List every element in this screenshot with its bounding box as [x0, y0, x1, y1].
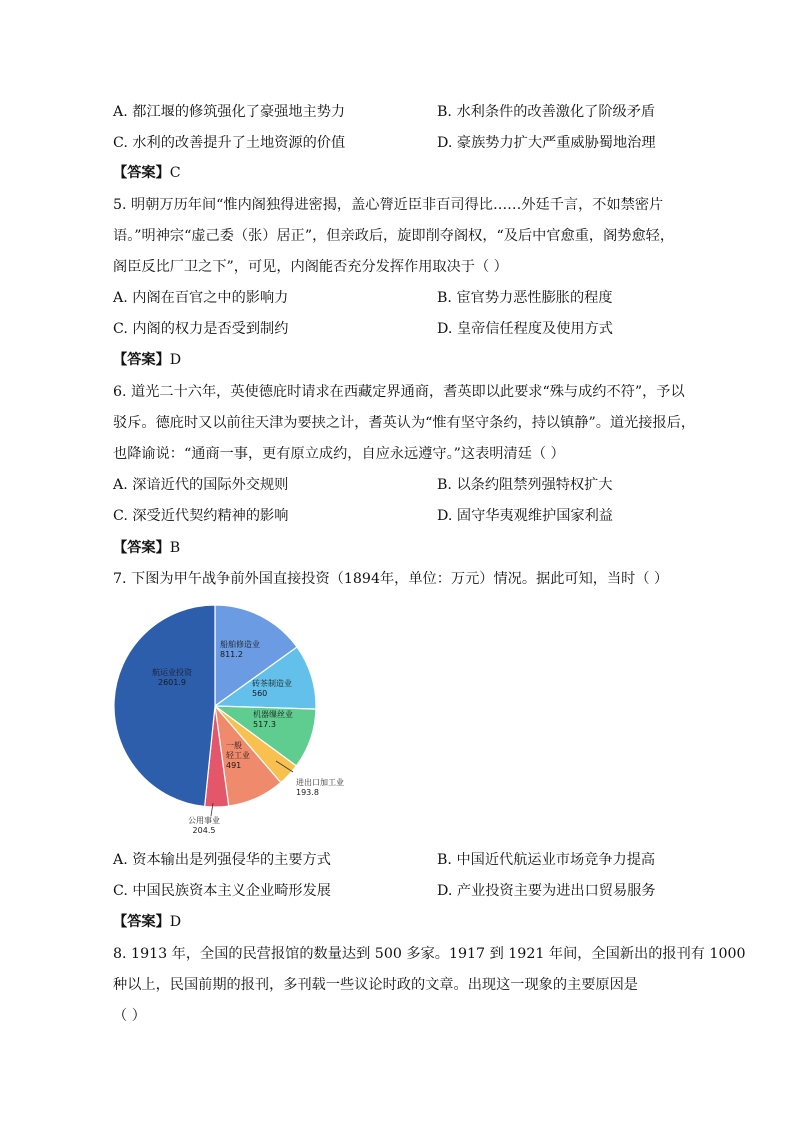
- pie-slice-label: 公用事业: [188, 816, 220, 825]
- q5-answer: [113, 350, 181, 370]
- q7-stem: 7. 下图为甲午战争前外国直接投资（1894年，单位：万元）情况。据此可知，当时（ ）: [113, 571, 669, 587]
- investment-pie-chart: [100, 595, 400, 845]
- pie-slice-value: 517.3: [253, 720, 276, 729]
- q7-option-c: C. 中国民族资本主义企业畸形发展: [113, 883, 331, 899]
- answer-value: B: [169, 540, 181, 556]
- q7-option-a: A. 资本输出是列强侵华的主要方式: [113, 852, 331, 868]
- q7-answer: [113, 912, 181, 932]
- q4-option-b: B. 水利条件的改善激化了阶级矛盾: [437, 104, 656, 120]
- answer-value: D: [169, 352, 182, 368]
- q5-option-d: D. 皇帝信任程度及使用方式: [437, 321, 613, 337]
- answer-tag: 【答案】: [113, 540, 170, 556]
- answer-value: D: [169, 914, 182, 930]
- q5-stem-line1: 5. 明朝万历年间“惟内阁独得进密揭，盖心膂近臣非百司得比……外廷千言，不如禁密片: [113, 197, 664, 213]
- q6-stem-line3: 也降谕说：“通商一事，更有原立成约，自应永远遵守。”这表明清廷（ ）: [113, 446, 565, 462]
- q6-option-c: C. 深受近代契约精神的影响: [113, 508, 289, 524]
- q4-answer: [113, 163, 181, 183]
- q6-answer: [113, 538, 180, 558]
- q5-option-b: B. 宦官势力恶性膨胀的程度: [437, 290, 613, 306]
- pie-slices: [114, 605, 316, 807]
- q6-option-b: B. 以条约阻禁列强特权扩大: [437, 477, 613, 493]
- pie-slice-value: 193.8: [296, 788, 319, 797]
- q6-stem-line1: 6. 道光二十六年，英使德庇时请求在西藏定界通商，耆英即以此要求“殊与成约不符”，予以: [113, 384, 685, 400]
- answer-tag: 【答案】: [113, 352, 170, 368]
- pie-slice-label: 砖茶制造业: [252, 679, 292, 688]
- q5-option-a: A. 内阁在百官之中的影响力: [113, 290, 289, 306]
- q4-option-a: A. 都江堰的修筑强化了豪强地主势力: [113, 104, 346, 120]
- q8-stem-line2: 种以上，民国前期的报刊，多刊载一些议论时政的文章。出现这一现象的主要原因是: [113, 977, 638, 993]
- q4-option-d: D. 豪族势力扩大严重威胁蜀地治理: [437, 135, 656, 151]
- q6-option-a: A. 深谙近代的国际外交规则: [113, 477, 289, 493]
- pie-slice: [114, 605, 215, 806]
- pie-slice-value: 491: [226, 761, 242, 770]
- q5-stem-line2: 语。”明神宗“虚己委（张）居正”，但亲政后，旋即削夺阁权，“及后中官愈重，阁势愈轻，: [113, 228, 675, 244]
- pie-slice-value: 2601.9: [158, 678, 186, 687]
- q4-option-c: C. 水利的改善提升了土地资源的价值: [113, 135, 346, 151]
- q8-stem-line1: 8. 1913 年，全国的民营报馆的数量达到 500 多家。1917 到 1921 年间，全国新出的报刊有 1000: [113, 946, 746, 962]
- pie-slice-label: 进出口加工业: [296, 778, 344, 787]
- answer-tag: 【答案】: [113, 165, 170, 181]
- q5-stem-line3: 阁臣反比厂卫之下”，可见，内阁能否充分发挥作用取决于（ ）: [113, 259, 508, 275]
- pie-slice-value: 811.2: [220, 650, 243, 659]
- q6-option-d: D. 固守华夷观维护国家利益: [437, 508, 613, 524]
- q5-option-c: C. 内阁的权力是否受到制约: [113, 321, 289, 337]
- pie-slice-label: 机器缫丝业: [253, 710, 293, 719]
- q8-stem-line3: （ ）: [113, 1008, 146, 1024]
- pie-slice-value: 560: [252, 689, 268, 698]
- pie-slice-label: 航运业投资: [152, 668, 192, 677]
- answer-tag: 【答案】: [113, 914, 170, 930]
- q7-option-b: B. 中国近代航运业市场竞争力提高: [437, 852, 656, 868]
- q6-stem-line2: 驳斥。德庇时又以前往天津为要挟之计，耆英认为“惟有坚守条约，持以镇静”。道光接报后，: [113, 415, 696, 431]
- pie-slice-value: 204.5: [192, 826, 216, 835]
- q7-option-d: D. 产业投资主要为进出口贸易服务: [437, 883, 656, 899]
- pie-slice-label: 一般: [226, 741, 242, 750]
- answer-value: C: [169, 165, 181, 181]
- pie-slice-label: 船舶修造业: [220, 640, 260, 649]
- pie-slice-label: 轻工业: [226, 751, 250, 760]
